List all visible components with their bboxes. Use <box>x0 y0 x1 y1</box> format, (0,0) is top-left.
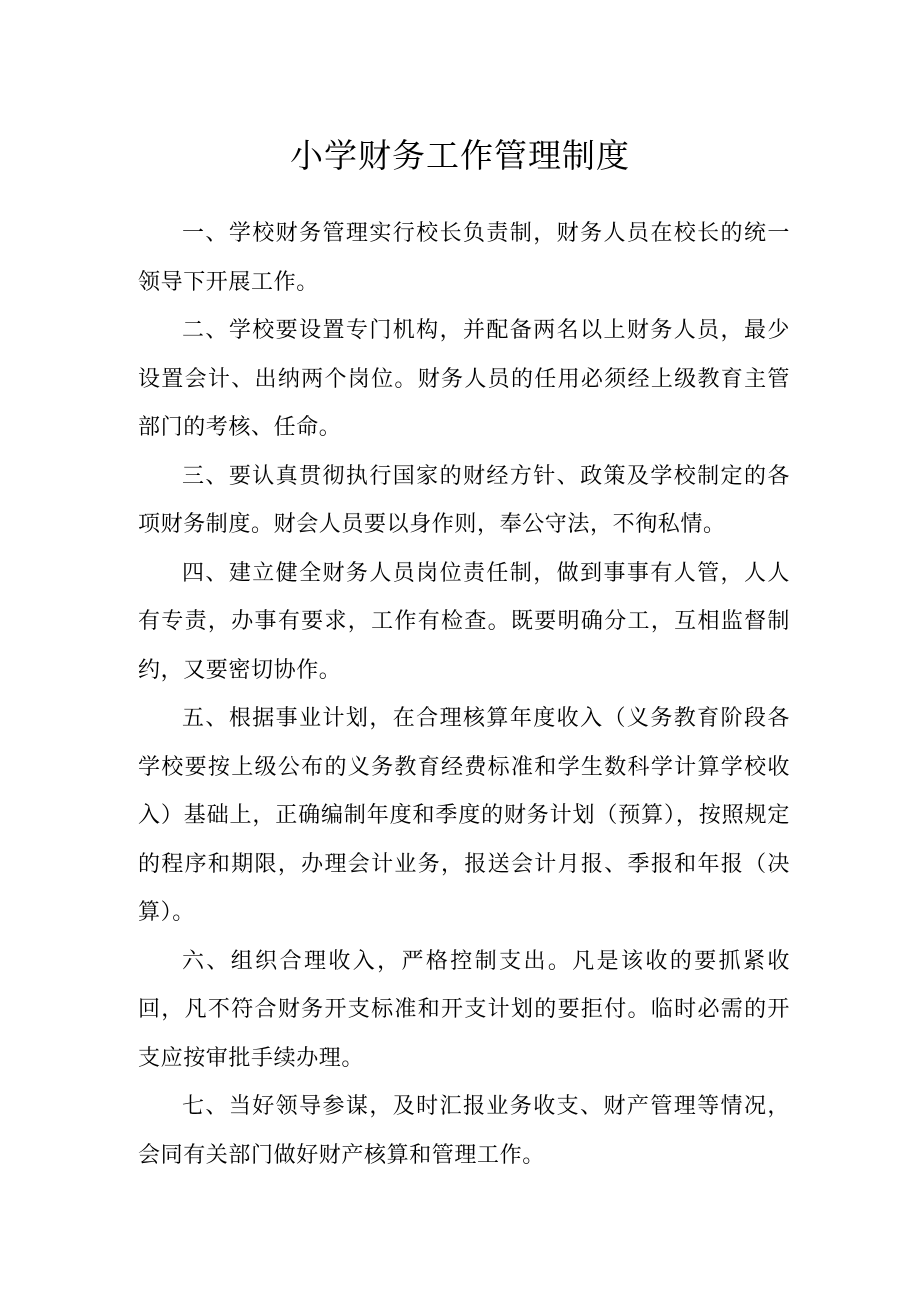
document-title: 小学财务工作管理制度 <box>290 136 630 175</box>
paragraph-6: 六、组织合理收入，严格控制支出。凡是该收的要抓紧收回，凡不符合财务开支标准和开支计划的要拒付。临时必需的开支应按审批手续办理。 <box>138 948 790 1071</box>
paragraph-7: 七、当好领导参谋，及时汇报业务收支、财产管理等情况，会同有关部门做好财产核算和管理工作。 <box>138 1094 790 1168</box>
document-body <box>138 210 790 1180</box>
paragraph-1: 一、学校财务管理实行校长负责制，财务人员在校长的统一领导下开展工作。 <box>138 221 790 295</box>
paragraph-3: 三、要认真贯彻执行国家的财经方针、政策及学校制定的各项财务制度。财会人员要以身作则，奉公守法，不徇私情。 <box>138 463 790 537</box>
paragraph-5: 五、根据事业计划，在合理核算年度收入（义务教育阶段各学校要按上级公布的义务教育经费标准和学生数科学计算学校收入）基础上，正确编制年度和季度的财务计划（预算），按照规定的程序和期限，办理会计业务，报送会计月报、季报和年报（决算）。 <box>138 706 790 925</box>
paragraph-2: 二、学校要设置专门机构，并配备两名以上财务人员，最少设置会计、出纳两个岗位。财务人员的任用必须经上级教育主管部门的考核、任命。 <box>138 318 790 440</box>
paragraph-4: 四、建立健全财务人员岗位责任制，做到事事有人管，人人有专责，办事有要求，工作有检查。既要明确分工，互相监督制约，又要密切协作。 <box>138 560 790 683</box>
